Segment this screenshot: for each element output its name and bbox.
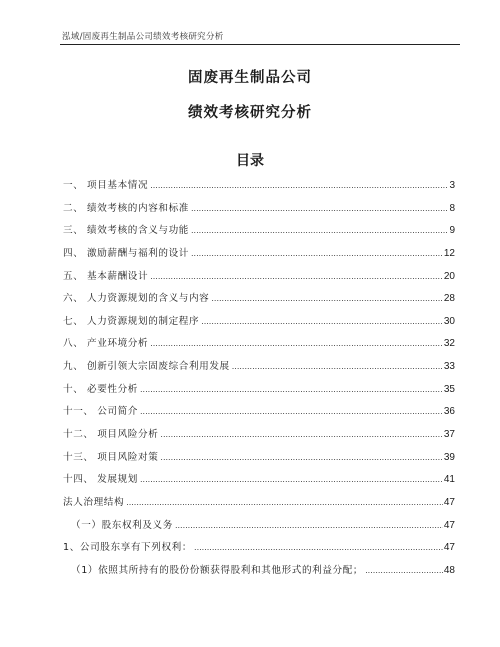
toc-entry-label: 十二、 项目风险分析 [63, 429, 159, 441]
toc-entry[interactable] [63, 311, 455, 334]
toc-entry-page-number: 9 [449, 225, 455, 237]
toc-entry-label: 1、公司股东享有下列权利： [63, 542, 193, 554]
toc-entry-page-number: 39 [443, 451, 455, 463]
toc-entry[interactable] [63, 469, 455, 492]
toc-entry[interactable] [63, 424, 455, 447]
toc-entry[interactable] [63, 515, 455, 538]
toc-entry-label: 二、 绩效考核的内容和标准 [63, 202, 189, 214]
toc-dot-leader [126, 492, 443, 515]
toc-entry-label: 十三、 项目风险对策 [63, 451, 159, 463]
toc-entry-label: 十四、 发展规划 [63, 474, 139, 486]
toc-dot-leader [160, 424, 442, 447]
toc-entry-label: 一、 项目基本情况 [63, 180, 149, 191]
toc-entry-label: （一）股东权利及义务 [71, 519, 173, 531]
running-header: 泓域/固废再生制品公司绩效考核研究分析 [62, 32, 224, 42]
toc-entry[interactable] [63, 379, 455, 402]
toc-entry-page-number: 47 [443, 542, 455, 554]
toc-entry-page-number: 3 [449, 180, 455, 191]
toc-dot-leader [140, 469, 443, 492]
toc-dot-leader [191, 198, 448, 221]
toc-dot-leader [365, 560, 443, 583]
toc-entry-label: 八、 产业环境分析 [63, 338, 149, 350]
toc-entry-label: 法人治理结构 [63, 496, 125, 508]
toc-entry-page-number: 47 [443, 496, 455, 508]
toc-dot-leader [232, 356, 443, 379]
toc-dot-leader [150, 333, 443, 356]
header-divider [60, 44, 460, 45]
toc-dot-leader [150, 266, 443, 289]
toc-heading: 目录 [236, 153, 264, 169]
toc-entry-page-number: 20 [443, 270, 455, 282]
toc-dot-leader [175, 515, 443, 538]
toc-entry[interactable] [63, 266, 455, 289]
company-title: 固废再生制品公司 [188, 70, 312, 86]
toc-entry[interactable] [63, 356, 455, 379]
toc-entry-label: 十一、 公司简介 [63, 406, 139, 418]
toc-entry-label: 十、 必要性分析 [63, 383, 139, 395]
toc-dot-leader [191, 220, 448, 243]
toc-entry[interactable] [63, 401, 455, 424]
toc-entry-page-number: 8 [449, 202, 455, 214]
toc-entry-page-number: 35 [443, 383, 455, 395]
toc-entry[interactable] [63, 220, 455, 243]
toc-entry-label: 五、 基本薪酬设计 [63, 270, 149, 282]
toc-dot-leader [140, 401, 443, 424]
toc-dot-leader [140, 379, 443, 402]
toc-dot-leader [150, 175, 448, 198]
toc-entry-page-number: 33 [443, 361, 455, 373]
toc-entry-page-number: 28 [443, 293, 455, 305]
toc-entry[interactable] [63, 175, 455, 198]
toc-dot-leader [211, 288, 443, 311]
toc-entry[interactable] [63, 537, 455, 560]
document-subtitle: 绩效考核研究分析 [188, 105, 312, 121]
toc-entry-page-number: 47 [443, 519, 455, 531]
toc-entry[interactable] [63, 333, 455, 356]
toc-entry[interactable] [63, 243, 455, 266]
toc-entry-page-number: 30 [443, 315, 455, 327]
table-of-contents [63, 175, 455, 583]
toc-dot-leader [191, 243, 443, 266]
toc-entry-label: 六、 人力资源规划的含义与内容 [63, 293, 210, 305]
toc-entry-label: （1）依照其所持有的股份份额获得股利和其他形式的利益分配； [71, 564, 364, 576]
toc-dot-leader [201, 311, 443, 334]
toc-entry-label: 四、 激励薪酬与福利的设计 [63, 247, 189, 259]
toc-entry[interactable] [63, 288, 455, 311]
toc-entry[interactable] [63, 198, 455, 221]
toc-entry-label: 三、 绩效考核的含义与功能 [63, 225, 189, 237]
toc-dot-leader [160, 447, 442, 470]
toc-entry-label: 七、 人力资源规划的制定程序 [63, 315, 200, 327]
toc-entry-page-number: 32 [443, 338, 455, 350]
toc-entry-page-number: 37 [443, 429, 455, 441]
toc-entry-page-number: 12 [443, 247, 455, 259]
toc-entry-page-number: 41 [443, 474, 455, 486]
toc-entry[interactable] [63, 447, 455, 470]
toc-entry[interactable] [63, 560, 455, 583]
toc-dot-leader [194, 537, 443, 560]
toc-entry-label: 九、 创新引领大宗固废综合利用发展 [63, 361, 230, 373]
toc-entry-page-number: 36 [443, 406, 455, 418]
toc-entry[interactable] [63, 492, 455, 515]
toc-entry-page-number: 48 [443, 564, 455, 576]
